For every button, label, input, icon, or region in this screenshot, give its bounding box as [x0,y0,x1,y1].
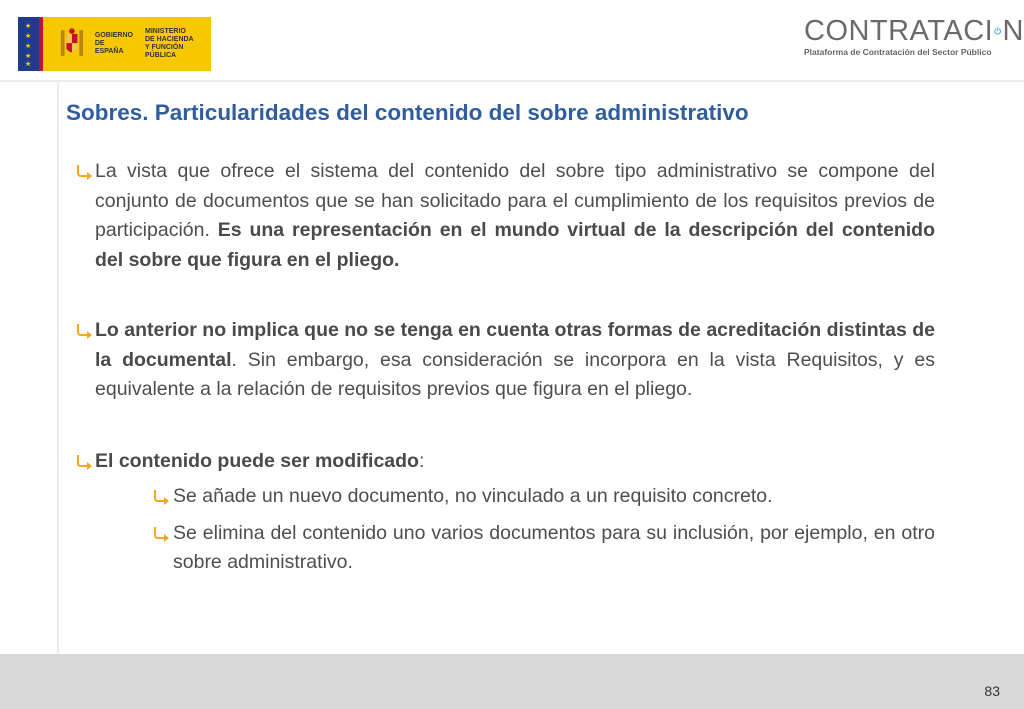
bullet-bold-text: Lo anterior no implica que no se tenga en cuenta otras formas de acreditación distintas de la documental [95,319,935,371]
arrow-bullet-icon [76,453,94,471]
bullet-item [76,316,935,405]
platform-subtitle: Plataforma de Contratación del Sector Público [804,47,992,57]
arrow-bullet-icon [76,163,94,181]
sub-bullet-item [153,482,935,512]
eu-flag-icon: ★ ★ ★ ★ ★ [18,17,39,71]
bullet-text: La vista que ofrece el sistema del contenido del sobre tipo administrativo se compone del conjunto de documentos que se han solicitado para el cumplimiento de los requisitos previos de participación. [95,160,935,241]
power-icon [994,19,1001,43]
ministerio-label: MINISTERIO DE HACIENDA Y FUNCIÓN PÚBLICA [145,28,194,59]
slide-title: Sobres. Particularidades del contenido del sobre administrativo [66,100,749,125]
slide-header [0,0,1024,82]
bullet-item [76,447,935,477]
gobierno-label: GOBIERNO DE ESPAÑA [94,32,133,55]
bullet-bold-text: Es una representación en el mundo virtual de la descripción del contenido del sobre que figura en el pliego. [95,219,935,271]
coat-of-arms-icon [59,25,85,63]
slide-content [76,157,935,585]
arrow-bullet-icon [153,525,171,543]
left-divider [57,80,59,654]
platform-name-end: N [1002,15,1024,47]
contratacion-logo [804,16,1024,57]
bullet-bold-text: El contenido puede ser modificado [95,449,419,472]
bullet-item [76,157,935,275]
gobierno-logo [18,17,211,71]
sub-bullet-text: Se añade un nuevo documento, no vinculado a un requisito concreto. [173,485,773,507]
arrow-bullet-icon [153,488,171,506]
slide-footer [0,654,1024,709]
platform-name: CONTRATACI [804,15,994,47]
sub-bullet-text: Se elimina del contenido uno varios documentos para su inclusión, por ejemplo, en otro sobre administrativo. [173,521,935,573]
sub-bullet-item [153,519,935,578]
page-number: 83 [984,683,1000,699]
bullet-text: : [418,449,425,472]
arrow-bullet-icon [76,322,94,340]
bullet-text: . Sin embargo, esa consideración se incorpora en la vista Requisitos, y es equivalente a la relación de requisitos previos que figura en el pliego. [95,348,935,400]
